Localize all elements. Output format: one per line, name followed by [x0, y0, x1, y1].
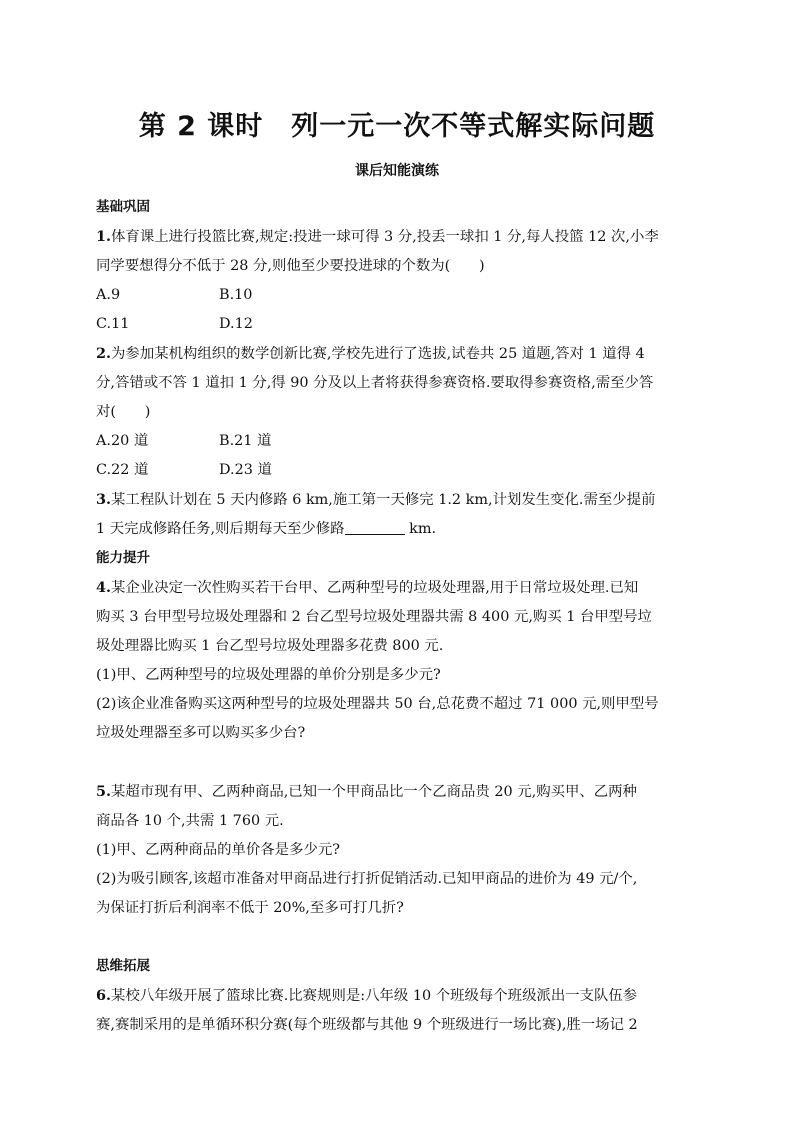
question-4-number: 4.	[96, 579, 112, 596]
question-3-line-1	[96, 485, 696, 515]
question-1-option-a[interactable]: A.9	[96, 287, 121, 303]
question-1	[96, 222, 696, 339]
question-2-number: 2.	[96, 345, 112, 362]
question-5-line-1	[96, 777, 696, 807]
question-5-sub-2-line-2: 为保证打折后利润率不低于 20%,至多可打几折?	[96, 900, 404, 916]
question-2-line-3: 对( )	[96, 404, 151, 420]
question-4-sub-2-line-2: 垃圾处理器至多可以购买多少台?	[96, 725, 306, 741]
question-3-unit: km.	[404, 521, 437, 537]
question-5	[96, 777, 696, 923]
answer-blank[interactable]	[345, 518, 405, 535]
section-improve-heading: 能力提升	[96, 550, 150, 566]
section-basic-heading: 基础巩固	[96, 199, 150, 215]
question-1-options-row-1	[96, 281, 696, 310]
question-5-text-1: 某超市现有甲、乙两种商品,已知一个甲商品比一个乙商品贵 20 元,购买甲、乙两种	[111, 784, 637, 800]
question-6-number: 6.	[96, 987, 112, 1004]
question-4-sub-2-line-1: (2)该企业准备购买这两种型号的垃圾处理器共 50 台,总花费不超过 71 000 元,则甲型号	[96, 696, 659, 712]
question-6-line-1	[96, 981, 696, 1011]
answer-space	[96, 923, 696, 952]
question-1-line-2: 同学要想得分不低于 28 分,则他至少要投进球的个数为( )	[96, 258, 485, 274]
question-3-text-2: 1 天完成修路任务,则后期每天至少修路	[96, 521, 345, 537]
question-2-option-d[interactable]: D.23 道	[219, 462, 272, 478]
question-1-line-1	[96, 222, 696, 252]
question-3-line-2	[96, 515, 696, 544]
question-4	[96, 573, 696, 748]
question-1-number: 1.	[96, 228, 112, 245]
question-2-options-row-1	[96, 427, 696, 456]
question-6-line-2: 赛,赛制采用的是单循环积分赛(每个班级都与其他 9 个班级进行一场比赛),胜一场记 2	[96, 1017, 638, 1033]
question-4-sub-1: (1)甲、乙两种型号的垃圾处理器的单价分别是多少元?	[96, 667, 441, 683]
question-5-line-2: 商品各 10 个,共需 1 760 元.	[96, 813, 284, 829]
question-1-option-b[interactable]: B.10	[219, 287, 253, 303]
question-2	[96, 339, 696, 485]
question-5-number: 5.	[96, 783, 112, 800]
question-5-sub-2-line-1: (2)为吸引顾客,该超市准备对甲商品进行打折促销活动.已知甲商品的进价为 49 元/个,	[96, 871, 638, 887]
question-2-option-c[interactable]: C.22 道	[96, 462, 149, 478]
question-4-line-3: 圾处理器比购买 1 台乙型号垃圾处理器多花费 800 元.	[96, 638, 444, 654]
question-1-option-d[interactable]: D.12	[219, 316, 253, 332]
question-3	[96, 485, 696, 544]
question-1-options-row-2	[96, 310, 696, 339]
question-4-line-2: 购买 3 台甲型号垃圾处理器和 2 台乙型号垃圾处理器共需 8 400 元,购买 1 台甲型号垃	[96, 609, 652, 625]
question-3-number: 3.	[96, 491, 112, 508]
question-5-sub-1: (1)甲、乙两种商品的单价各是多少元?	[96, 842, 340, 858]
page-subtitle: 课后知能演练	[355, 163, 439, 179]
question-2-text-1: 为参加某机构组织的数学创新比赛,学校先进行了选拔,试卷共 25 道题,答对 1 道得 4	[111, 346, 645, 362]
answer-space	[96, 748, 696, 777]
section-extend-heading: 思维拓展	[96, 958, 150, 974]
page-title: 第 2 课时 列一元一次不等式解实际问题	[138, 111, 656, 142]
question-2-options-row-2	[96, 456, 696, 485]
question-6-text-1: 某校八年级开展了篮球比赛.比赛规则是:八年级 10 个班级每个班级派出一支队伍参	[111, 988, 638, 1004]
worksheet-content	[96, 193, 696, 1040]
question-4-text-1: 某企业决定一次性购买若干台甲、乙两种型号的垃圾处理器,用于日常垃圾处理.已知	[111, 580, 639, 596]
question-2-line-1	[96, 339, 696, 369]
question-2-option-b[interactable]: B.21 道	[219, 433, 272, 449]
question-2-line-2: 分,答错或不答 1 道扣 1 分,得 90 分及以上者将获得参赛资格.要取得参赛资格,需至少答	[96, 375, 654, 391]
question-4-line-1	[96, 573, 696, 603]
question-1-text-1: 体育课上进行投篮比赛,规定:投进一球可得 3 分,投丢一球扣 1 分,每人投篮 12 次,小李	[111, 229, 659, 245]
question-3-text-1: 某工程队计划在 5 天内修路 6 km,施工第一天修完 1.2 km,计划发生变化.需至少提前	[111, 492, 656, 508]
question-6	[96, 981, 696, 1040]
question-1-option-c[interactable]: C.11	[96, 316, 130, 332]
question-2-option-a[interactable]: A.20 道	[96, 433, 149, 449]
